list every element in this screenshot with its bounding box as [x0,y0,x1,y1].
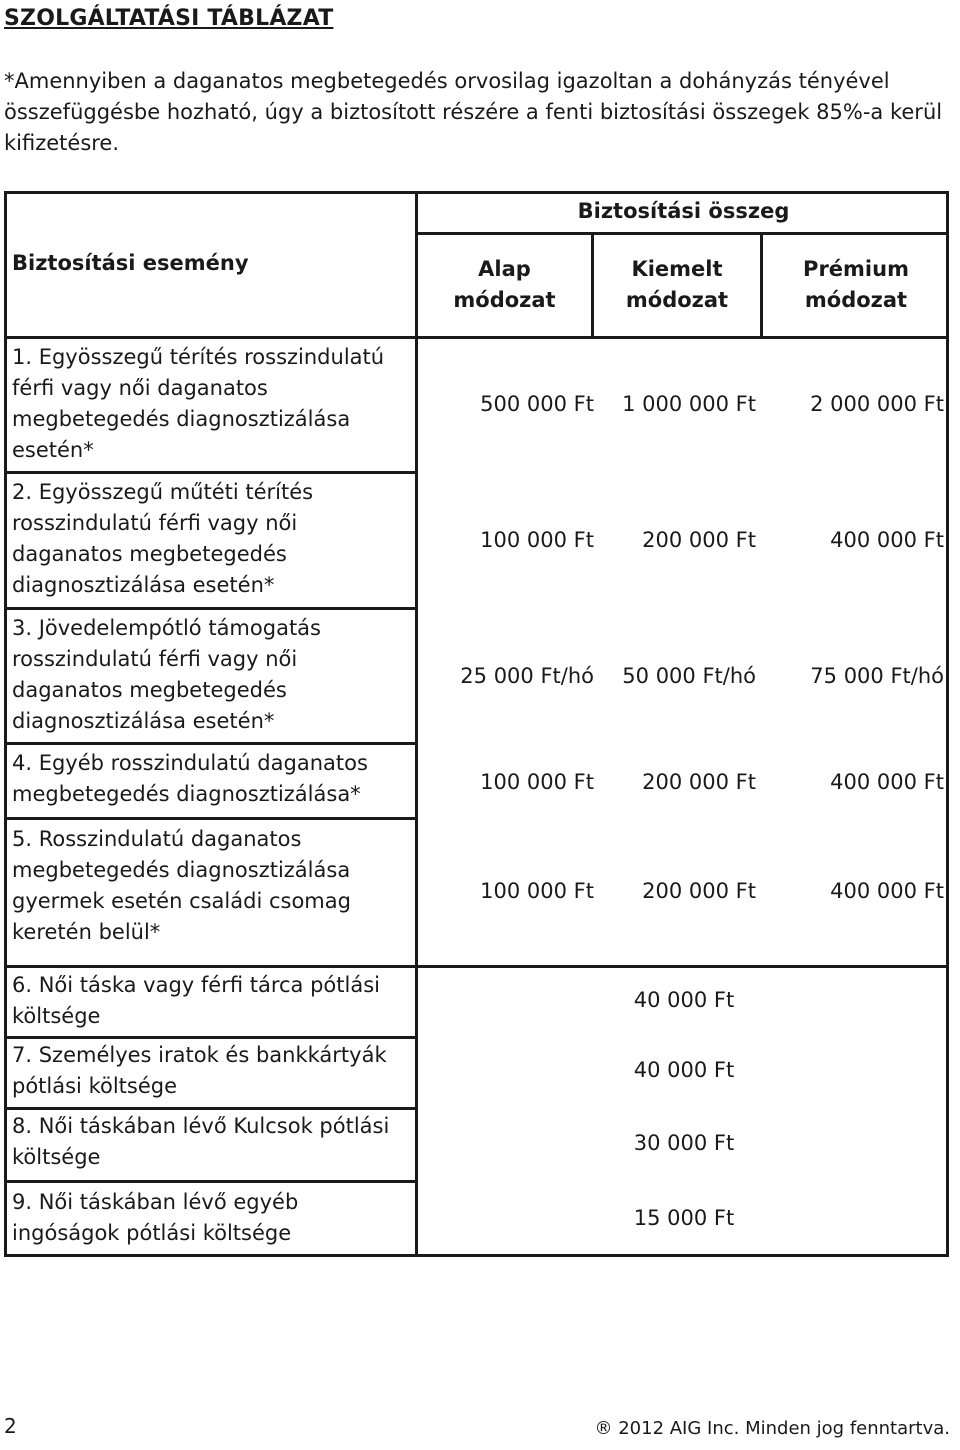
event-label: 9. Női táskában lévő egyéb ingóságok pótlási költsége [12,1190,299,1245]
column-divider [415,191,418,1257]
column-header-alap [418,254,591,316]
event-header: Biztosítási esemény [12,251,249,275]
sum-header: Biztosítási összeg [577,199,790,223]
row-divider [4,1180,418,1183]
event-label: 8. Női táskában lévő Kulcsok pótlási költsége [12,1114,390,1169]
page-title: SZOLGÁLTATÁSI TÁBLÁZAT [4,6,334,31]
amount-alap: 25 000 Ft/hó [460,664,594,688]
row-divider [4,607,418,610]
event-label: 4. Egyéb rosszindulatú daganatos megbetegedés diagnosztizálása* [12,751,368,806]
amount-kiemelt: 50 000 Ft/hó [622,664,756,688]
footnote-text: *Amennyiben a daganatos megbetegedés orvosilag igazoltan a dohányzás tényével összefüggésbe hozható, úgy a biztosított részére a fenti biztosítási összegek 85%-a kerül kifizetésre. [4,69,943,155]
column-header-line: Prémium [803,257,909,281]
row-divider [4,965,949,968]
row-divider [4,1036,418,1039]
amount-alap: 100 000 Ft [480,528,594,552]
column-header-line: módozat [453,288,556,312]
event-label: 1. Egyösszegű térítés rosszindulatú férfi vagy női daganatos megbetegedés diagnosztizálása esetén* [12,345,385,462]
amount-premium: 2 000 000 Ft [810,392,944,416]
column-header-line: Kiemelt [631,257,723,281]
amount-kiemelt: 200 000 Ft [642,528,756,552]
row-divider [4,817,418,820]
header-divider [418,232,949,235]
copyright-notice: ® 2012 AIG Inc. Minden jog fenntartva. [594,1418,950,1439]
event-label: 5. Rosszindulatú daganatos megbetegedés diagnosztizálása gyermek esetén családi csomag keretén belül* [12,827,351,944]
row-divider [4,742,418,745]
row-divider [4,471,418,474]
row-divider [4,1107,418,1110]
amount-kiemelt: 200 000 Ft [642,770,756,794]
event-label: 3. Jövedelempótló támogatás rosszindulatú férfi vagy női daganatos megbetegedés diagnosztizálása esetén* [12,616,321,733]
column-header-line: módozat [804,288,908,312]
amount-premium: 400 000 Ft [830,770,944,794]
amount-kiemelt: 1 000 000 Ft [622,392,756,416]
amount-premium: 75 000 Ft/hó [810,664,944,688]
amount-alap: 100 000 Ft [480,770,594,794]
amount-shared: 15 000 Ft [633,1206,735,1230]
event-label: 6. Női táska vagy férfi tárca pótlási költsége [12,973,380,1028]
page-number: 2 [4,1414,17,1438]
event-label: 7. Személyes iratok és bankkártyák pótlási költsége [12,1043,387,1098]
amount-premium: 400 000 Ft [830,528,944,552]
amount-premium: 400 000 Ft [830,879,944,903]
amount-alap: 500 000 Ft [480,392,594,416]
amount-shared: 40 000 Ft [633,1058,735,1082]
amount-shared: 40 000 Ft [633,988,735,1012]
column-header-kiemelt [594,254,760,316]
column-header-premium [763,254,949,316]
amount-shared: 30 000 Ft [633,1131,735,1155]
amount-alap: 100 000 Ft [480,879,594,903]
column-header-line: Alap [478,257,531,281]
row-divider [4,336,949,339]
event-label: 2. Egyösszegű műtéti térítés rosszindulatú férfi vagy női daganatos megbetegedés diagnosztizálása esetén* [12,480,314,597]
amount-kiemelt: 200 000 Ft [642,879,756,903]
column-header-line: módozat [625,288,729,312]
